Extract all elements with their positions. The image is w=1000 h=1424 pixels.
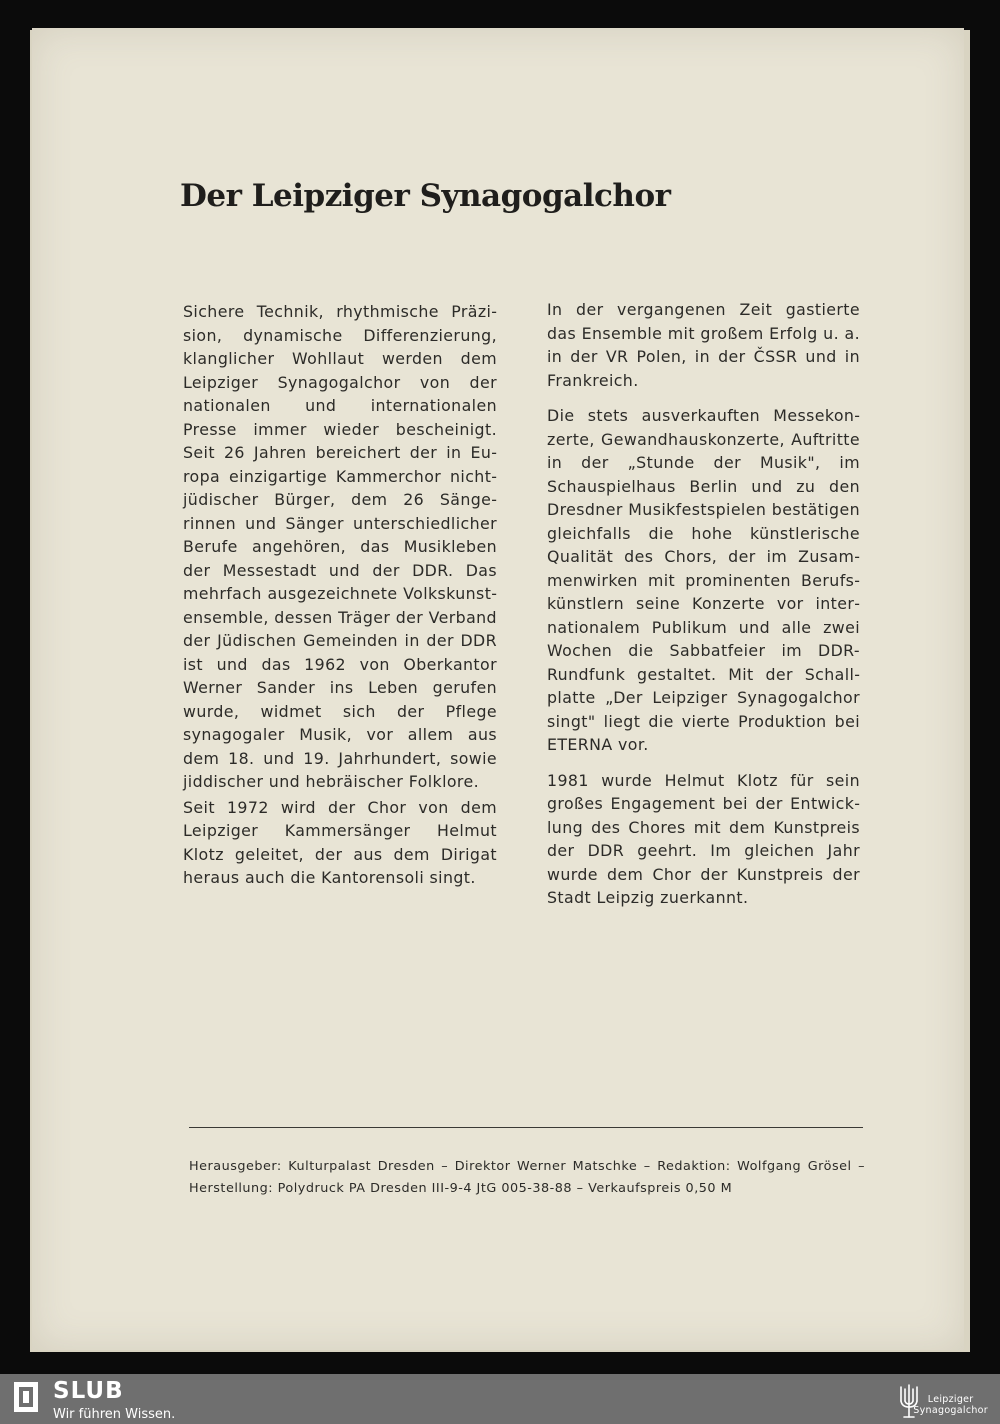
collection-name [913, 1394, 988, 1416]
divider [189, 1127, 863, 1128]
collection-name-line2: Synagogalchor [913, 1405, 988, 1416]
library-name: SLUB [53, 1378, 124, 1404]
paragraph: In der vergangenen Zeit gastierte das Ensemble mit großem Erfolg u. a. in der VR Polen, in der ČSSR und in Frankreich. [547, 300, 860, 390]
slub-logo-icon [14, 1382, 38, 1412]
program-page [32, 28, 964, 1350]
paragraph: Die stets ausverkauften Messekonzerte, Gewandhauskonzerte, Auftritte in der „Stunde der Musik", im Schauspielhaus Berlin und zu den Dresdner Musikfestspielen bestätigen gleichfalls die hohe künstlerische Qualität des Chors, der im Zusammenwirken mit prominenten Berufskünstlern seine Konzerte vor internationalem Publikum und alle zwei Wochen die Sabbatfeier im DDR-Rundfunk gestaltet. Mit der Schallplatte „Der Leipziger Synagogalchor singt" liegt die vierte Produktion bei ETERNA vor. [547, 406, 860, 754]
page-title: Der Leipziger Synagogalchor [180, 178, 671, 214]
paragraph: Sichere Technik, rhythmische Präzision, dynamische Differenzierung, klanglicher Wohllaut werden dem Leipziger Synagogalchor von der nationalen und internationalen Presse immer wieder bescheinigt. Seit 26 Jahren bereichert der in Europa einzigartige Kammerchor nichtjüdischer Bürger, dem 26 Sängerinnen und Sänger unterschiedlicher Berufe angehören, das Musikleben der Messestadt und der DDR. Das mehrfach ausgezeichnete Volkskunstensemble, dessen Träger der Verband der Jüdischen Gemeinden in der DDR ist und das 1962 von Oberkantor Werner Sander ins Leben gerufen wurde, widmet sich der Pflege synagogaler Musik, vor allem aus dem 18. und 19. Jahrhundert, sowie jiddischer und hebräischer Folklore. [183, 302, 497, 791]
paragraph: Seit 1972 wird der Chor von dem Leipziger Kammersänger Helmut Klotz geleitet, der aus dem Dirigat heraus auch die Kantorensoli singt. [183, 797, 497, 887]
right-column [547, 298, 860, 910]
collection-name-line1: Leipziger [927, 1394, 974, 1405]
paragraph: 1981 wurde Helmut Klotz für sein großes Engagement bei der Entwicklung des Chores mit dem Kunstpreis der DDR geehrt. Im gleichen Jahr wurde dem Chor der Kunstpreis der Stadt Leipzig zuerkannt. [547, 770, 860, 907]
left-column [183, 300, 497, 890]
imprint: Herausgeber: Kulturpalast Dresden – Direktor Werner Matschke – Redaktion: Wolfgang Grösel – Herstellung: Polydruck PA Dresden III-9-4 JtG 005-38-88 – Verkaufspreis 0,50 M [189, 1159, 865, 1196]
library-tagline: Wir führen Wissen. [53, 1407, 176, 1422]
viewer-footer [0, 1374, 1000, 1424]
